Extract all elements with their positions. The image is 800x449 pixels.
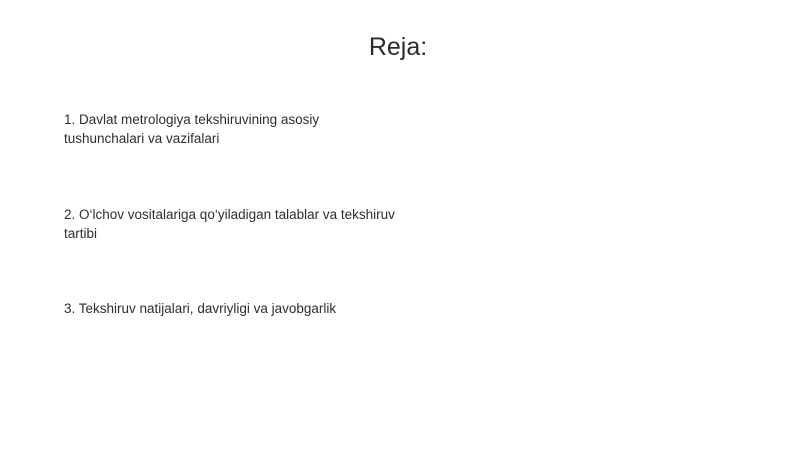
plan-item-3: 3. Tekshiruv natijalari, davriyligi va javobgarlik: [64, 301, 337, 316]
plan-item-1: 1. Davlat metrologiya tekshiruvining asosiy tushunchalari va vazifalari: [64, 112, 320, 146]
slide-title: Reja:: [368, 33, 428, 61]
plan-item-2: 2. O‘lchov vositalariga qo‘yiladigan talablar va tekshiruv tartibi: [64, 207, 395, 241]
